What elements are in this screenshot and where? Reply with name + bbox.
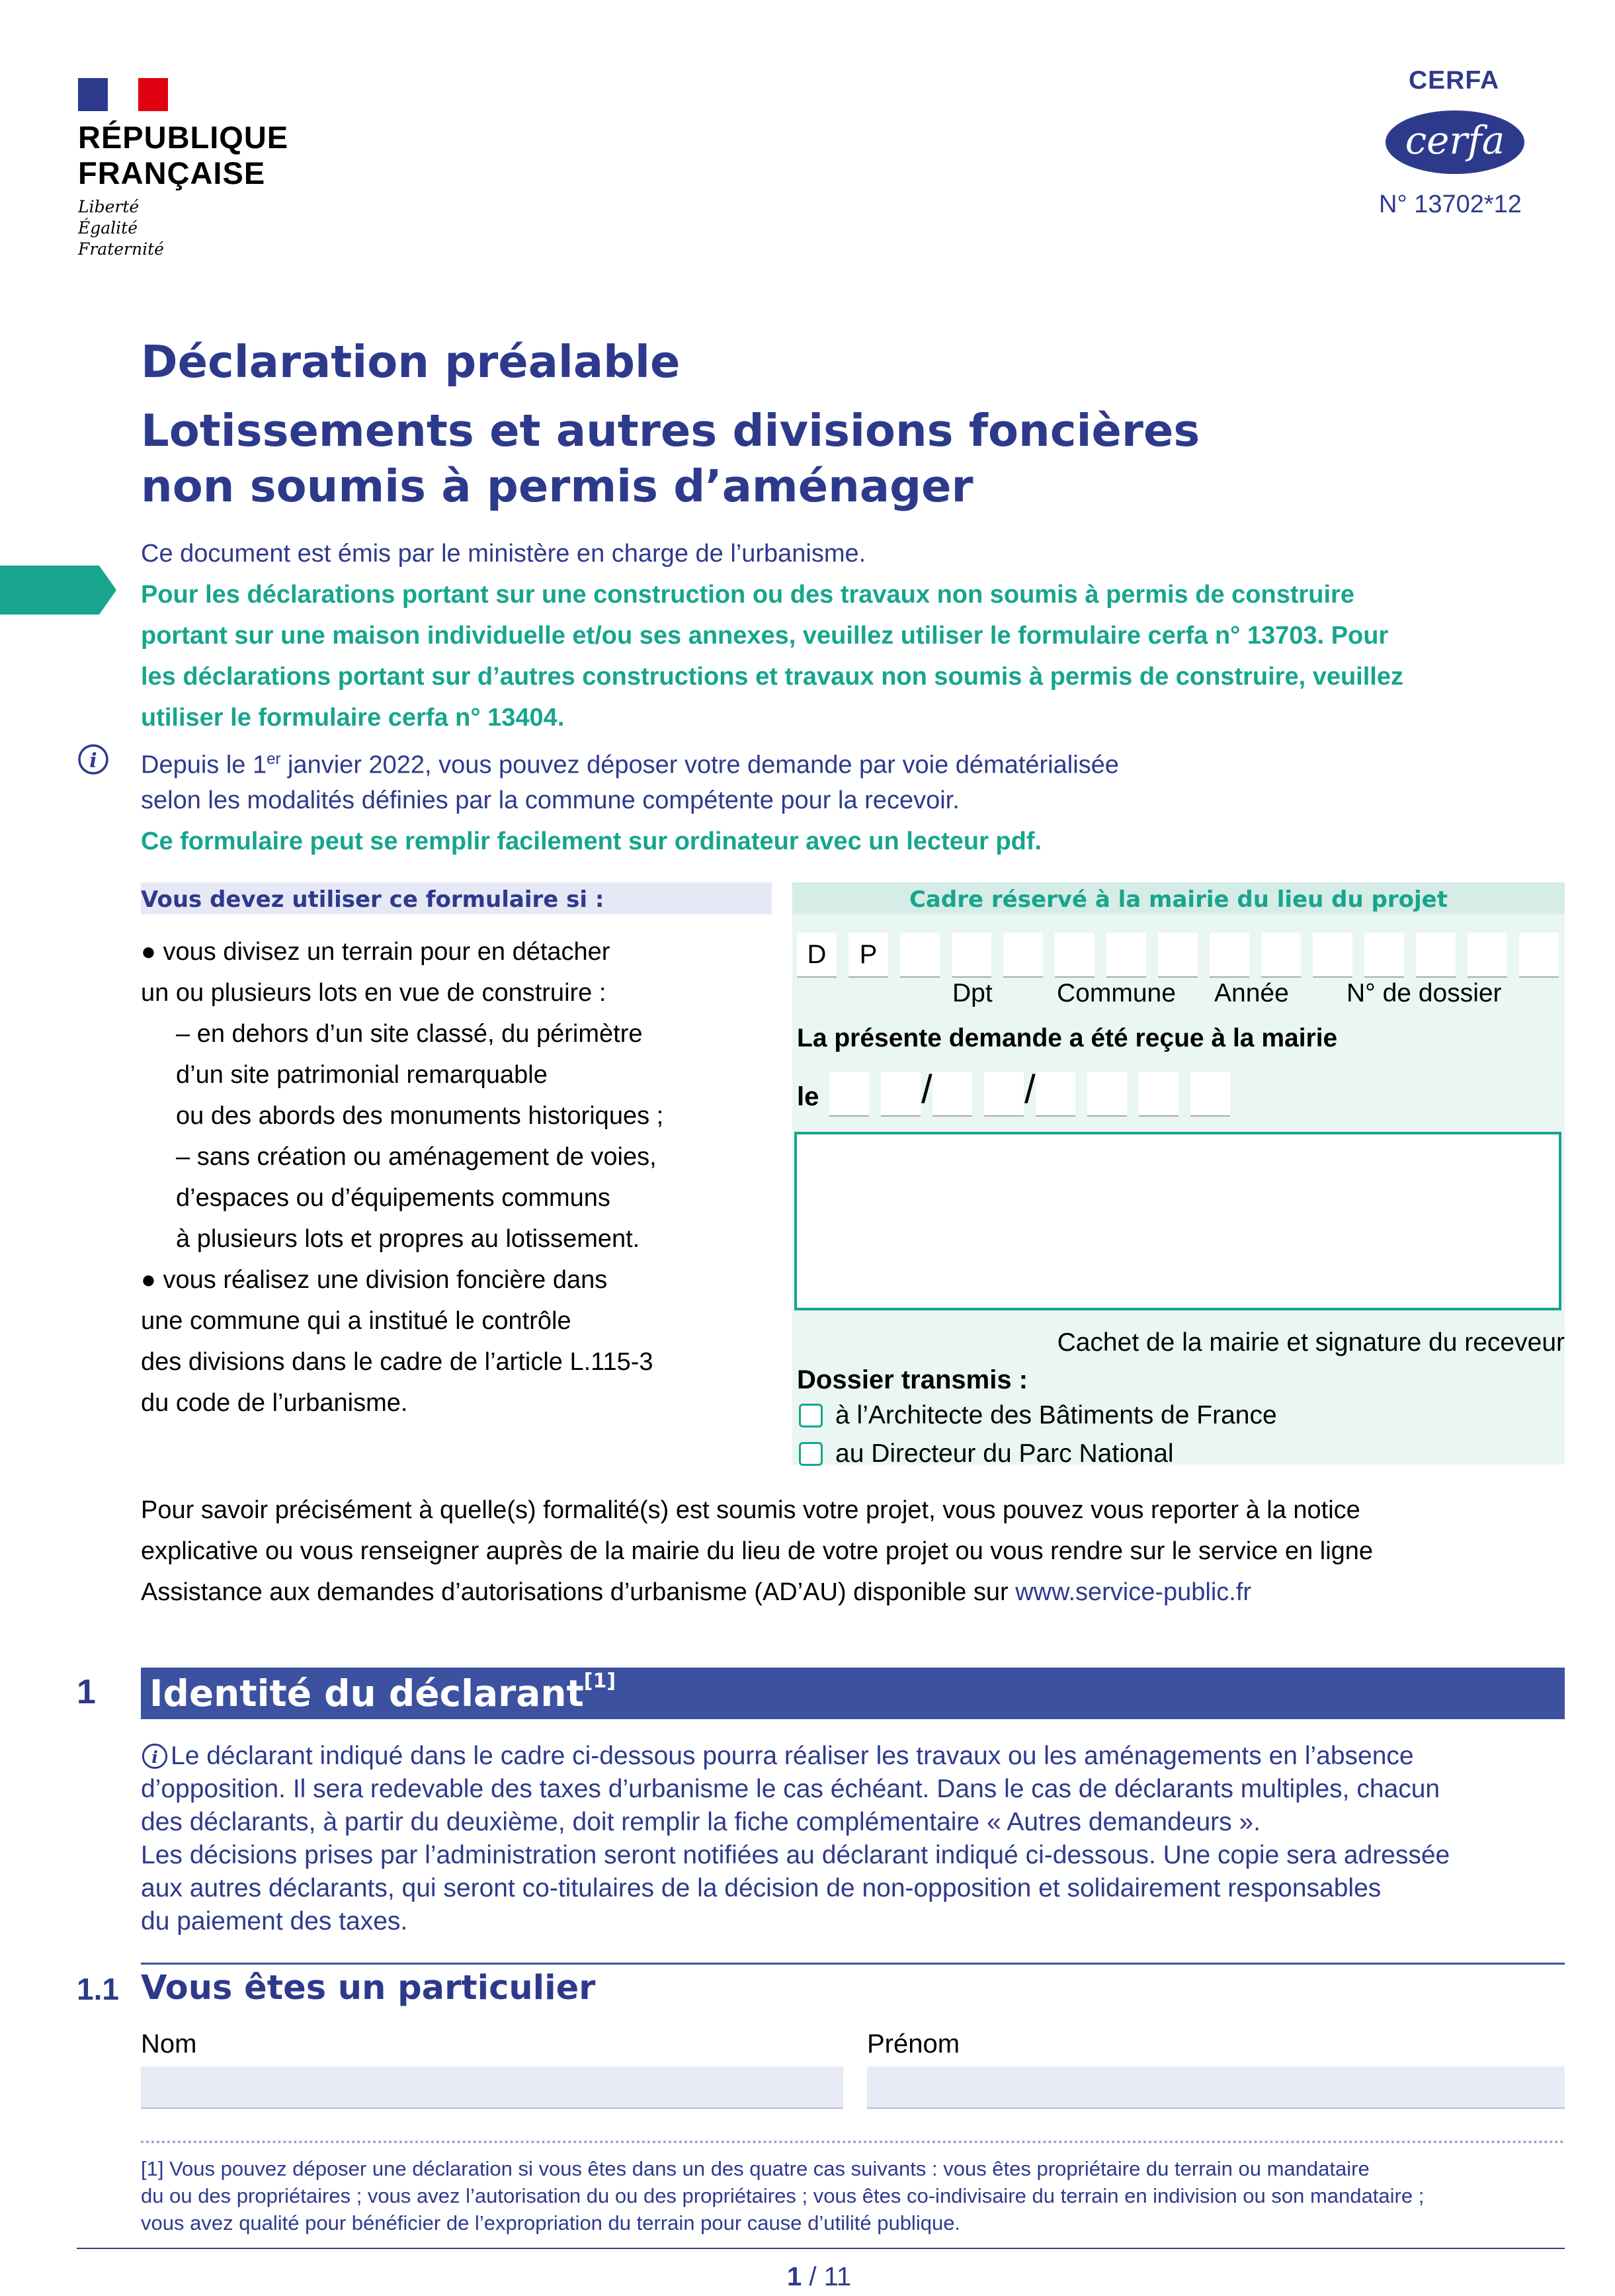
cerfa-label: CERFA [1409, 66, 1500, 95]
declarant-info-line: Les décisions prises par l’administration seront notifiées au déclarant indiqué ci-dessous. Une copie sera adressée [141, 1841, 1450, 1869]
republic-name-line1: RÉPUBLIQUE [78, 120, 289, 155]
info-icon [77, 743, 110, 776]
date-cell[interactable] [984, 1072, 1024, 1117]
file-number-cell[interactable] [1210, 933, 1249, 978]
section-1-1-title: Vous êtes un particulier [141, 1969, 596, 2008]
pdf-note: Ce formulaire peut se remplir facilement sur ordinateur avec un lecteur pdf. [141, 828, 1042, 855]
date-cell[interactable] [932, 1072, 972, 1117]
condition-line: – sans création ou aménagement de voies, [176, 1143, 657, 1171]
dematerialized-line1: Depuis le 1er janvier 2022, vous pouvez déposer votre demande par voie dématérialisée [141, 750, 1119, 779]
condition-line: une commune qui a institué le contrôle [141, 1307, 571, 1335]
stamp-area[interactable] [794, 1132, 1561, 1310]
date-separator: / [1024, 1067, 1036, 1111]
nom-field[interactable] [141, 2066, 843, 2109]
page-number: 1 / 11 [787, 2262, 852, 2291]
motto-fraternite: Fraternité [78, 239, 164, 259]
teal-notice-line3: les déclarations portant sur d’autres constructions et travaux non soumis à permis de construire, veuillez [141, 663, 1403, 691]
declarant-info-line: d’opposition. Il sera redevable des taxes d’urbanisme le cas échéant. Dans le cas de déclarants multiples, chacun [141, 1775, 1440, 1803]
teal-notice-line1: Pour les déclarations portant sur une construction ou des travaux non soumis à permis de construire [141, 581, 1354, 609]
svg-text:i: i [89, 749, 97, 773]
section-1-1-rule [141, 1963, 1565, 1965]
label-annee: Année [1214, 979, 1289, 1007]
condition-line: ● vous réalisez une division foncière dans [141, 1266, 608, 1294]
footnote-line: vous avez qualité pour bénéficier de l’expropriation du terrain pour cause d’utilité publique. [141, 2211, 961, 2234]
footnote-line: [1] Vous pouvez déposer une déclaration si vous êtes dans un des quatre cas suivants : vous êtes propriétaire du terrain ou mandataire [141, 2157, 1370, 2180]
file-number-cell[interactable] [1416, 933, 1456, 978]
nom-label: Nom [141, 2029, 197, 2059]
motto-egalite: Égalité [78, 218, 138, 237]
received-text: La présente demande a été reçue à la mairie [797, 1024, 1338, 1052]
teal-notice-line2: portant sur une maison individuelle et/ou ses annexes, veuillez utiliser le formulaire cerfa n° 13703. Pour [141, 622, 1389, 650]
cerfa-logo [1382, 106, 1528, 179]
cerfa-number: N° 13702*12 [1379, 191, 1522, 218]
page-subtitle-line2: non soumis à permis d’aménager [141, 460, 973, 512]
section-1-title: Identité du déclarant[1] [149, 1670, 616, 1715]
usage-conditions-heading: Vous devez utiliser ce formulaire si : [141, 882, 772, 914]
file-number-cell[interactable] [1106, 933, 1146, 978]
svg-text:cerfa: cerfa [1405, 118, 1505, 163]
prenom-field[interactable] [867, 2066, 1565, 2109]
page-subtitle-line1: Lotissements et autres divisions foncières [141, 405, 1200, 456]
service-public-link[interactable]: www.service-public.fr [1015, 1578, 1252, 1606]
date-cell[interactable] [1087, 1072, 1127, 1117]
motto-liberte: Liberté [78, 197, 140, 216]
date-cell[interactable] [1036, 1072, 1075, 1117]
declarant-info-line: du paiement des taxes. [141, 1907, 408, 1935]
condition-line: à plusieurs lots et propres au lotissement. [176, 1225, 640, 1253]
file-number-cell[interactable] [1364, 933, 1404, 978]
date-cell[interactable] [1190, 1072, 1230, 1117]
date-cell[interactable] [829, 1072, 869, 1117]
info-icon [141, 1742, 169, 1770]
file-number-cell[interactable] [1468, 933, 1507, 978]
parc-national-checkbox[interactable] [799, 1442, 823, 1466]
declarant-info-line: des déclarants, à partir du deuxième, doit remplir la fiche complémentaire « Autres demandeurs ». [141, 1808, 1261, 1836]
le-label: le [797, 1082, 819, 1111]
label-dpt: Dpt [952, 979, 993, 1007]
transmitted-label: Dossier transmis : [797, 1365, 1028, 1394]
declarant-info-line: aux autres déclarants, qui seront co-titulaires de la décision de non-opposition et solidairement responsables [141, 1874, 1382, 1902]
file-number-prefix-p: P [849, 933, 888, 978]
page-title: Déclaration préalable [141, 336, 681, 388]
file-number-prefix-d: D [797, 933, 837, 978]
date-separator: / [921, 1067, 932, 1111]
label-dossier-number: N° de dossier [1346, 979, 1502, 1007]
section-1-1-number: 1.1 [77, 1972, 119, 2006]
file-number-cell[interactable] [1313, 933, 1352, 978]
mairie-panel-heading: Cadre réservé à la mairie du lieu du projet [792, 882, 1565, 914]
condition-line: d’espaces ou d’équipements communs [176, 1184, 610, 1212]
file-number-cell[interactable] [1055, 933, 1095, 978]
date-cell[interactable] [881, 1072, 921, 1117]
marianne-flag-logo [78, 78, 168, 111]
teal-notice-line4: utiliser le formulaire cerfa n° 13404. [141, 704, 565, 732]
condition-line: – en dehors d’un site classé, du périmètre [176, 1020, 643, 1048]
svg-text:i: i [151, 1747, 158, 1767]
label-commune: Commune [1057, 979, 1176, 1007]
formality-line3: Assistance aux demandes d’autorisations d’urbanisme (AD’AU) disponible sur www.service-public.fr [141, 1578, 1252, 1606]
abf-option-label: à l’Architecte des Bâtiments de France [835, 1401, 1277, 1429]
file-number-cell[interactable] [952, 933, 991, 978]
file-number-cell[interactable] [1158, 933, 1198, 978]
parc-national-option-label: au Directeur du Parc National [835, 1439, 1174, 1468]
condition-line: ou des abords des monuments historiques ; [176, 1102, 664, 1130]
republic-name-line2: FRANÇAISE [78, 155, 266, 191]
abf-checkbox[interactable] [799, 1404, 823, 1427]
file-number-cell[interactable] [1003, 933, 1043, 978]
file-number-cell[interactable] [900, 933, 940, 978]
teal-arrow-marker [0, 566, 116, 615]
file-number-cell[interactable] [1519, 933, 1559, 978]
section-1-number: 1 [77, 1673, 96, 1711]
condition-line: un ou plusieurs lots en vue de construire : [141, 979, 606, 1007]
condition-line: ● vous divisez un terrain pour en détacher [141, 938, 610, 966]
date-cell[interactable] [1139, 1072, 1179, 1117]
condition-line: des divisions dans le cadre de l’article L.115-3 [141, 1348, 653, 1376]
footnote-separator [141, 2141, 1565, 2143]
footer-rule [77, 2248, 1565, 2249]
stamp-caption: Cachet de la mairie et signature du receveur [1057, 1328, 1565, 1357]
issued-by-text: Ce document est émis par le ministère en charge de l’urbanisme. [141, 540, 866, 568]
formality-line2: explicative ou vous renseigner auprès de la mairie du lieu de votre projet ou vous rendre sur le service en ligne [141, 1537, 1374, 1565]
file-number-cell[interactable] [1261, 933, 1301, 978]
formality-line1: Pour savoir précisément à quelle(s) formalité(s) est soumis votre projet, vous pouvez vous reporter à la notice [141, 1496, 1360, 1524]
condition-line: du code de l’urbanisme. [141, 1389, 408, 1417]
declarant-info-line: Le déclarant indiqué dans le cadre ci-dessous pourra réaliser les travaux ou les aménagements en l’absence [171, 1742, 1414, 1770]
condition-line: d’un site patrimonial remarquable [176, 1061, 548, 1089]
prenom-label: Prénom [867, 2029, 960, 2059]
footnote-line: du ou des propriétaires ; vous avez l’autorisation du ou des propriétaires ; vous êtes co-indivisaire du terrain en indivision ou son mandataire ; [141, 2184, 1425, 2207]
dematerialized-line2: selon les modalités définies par la commune compétente pour la recevoir. [141, 787, 960, 814]
